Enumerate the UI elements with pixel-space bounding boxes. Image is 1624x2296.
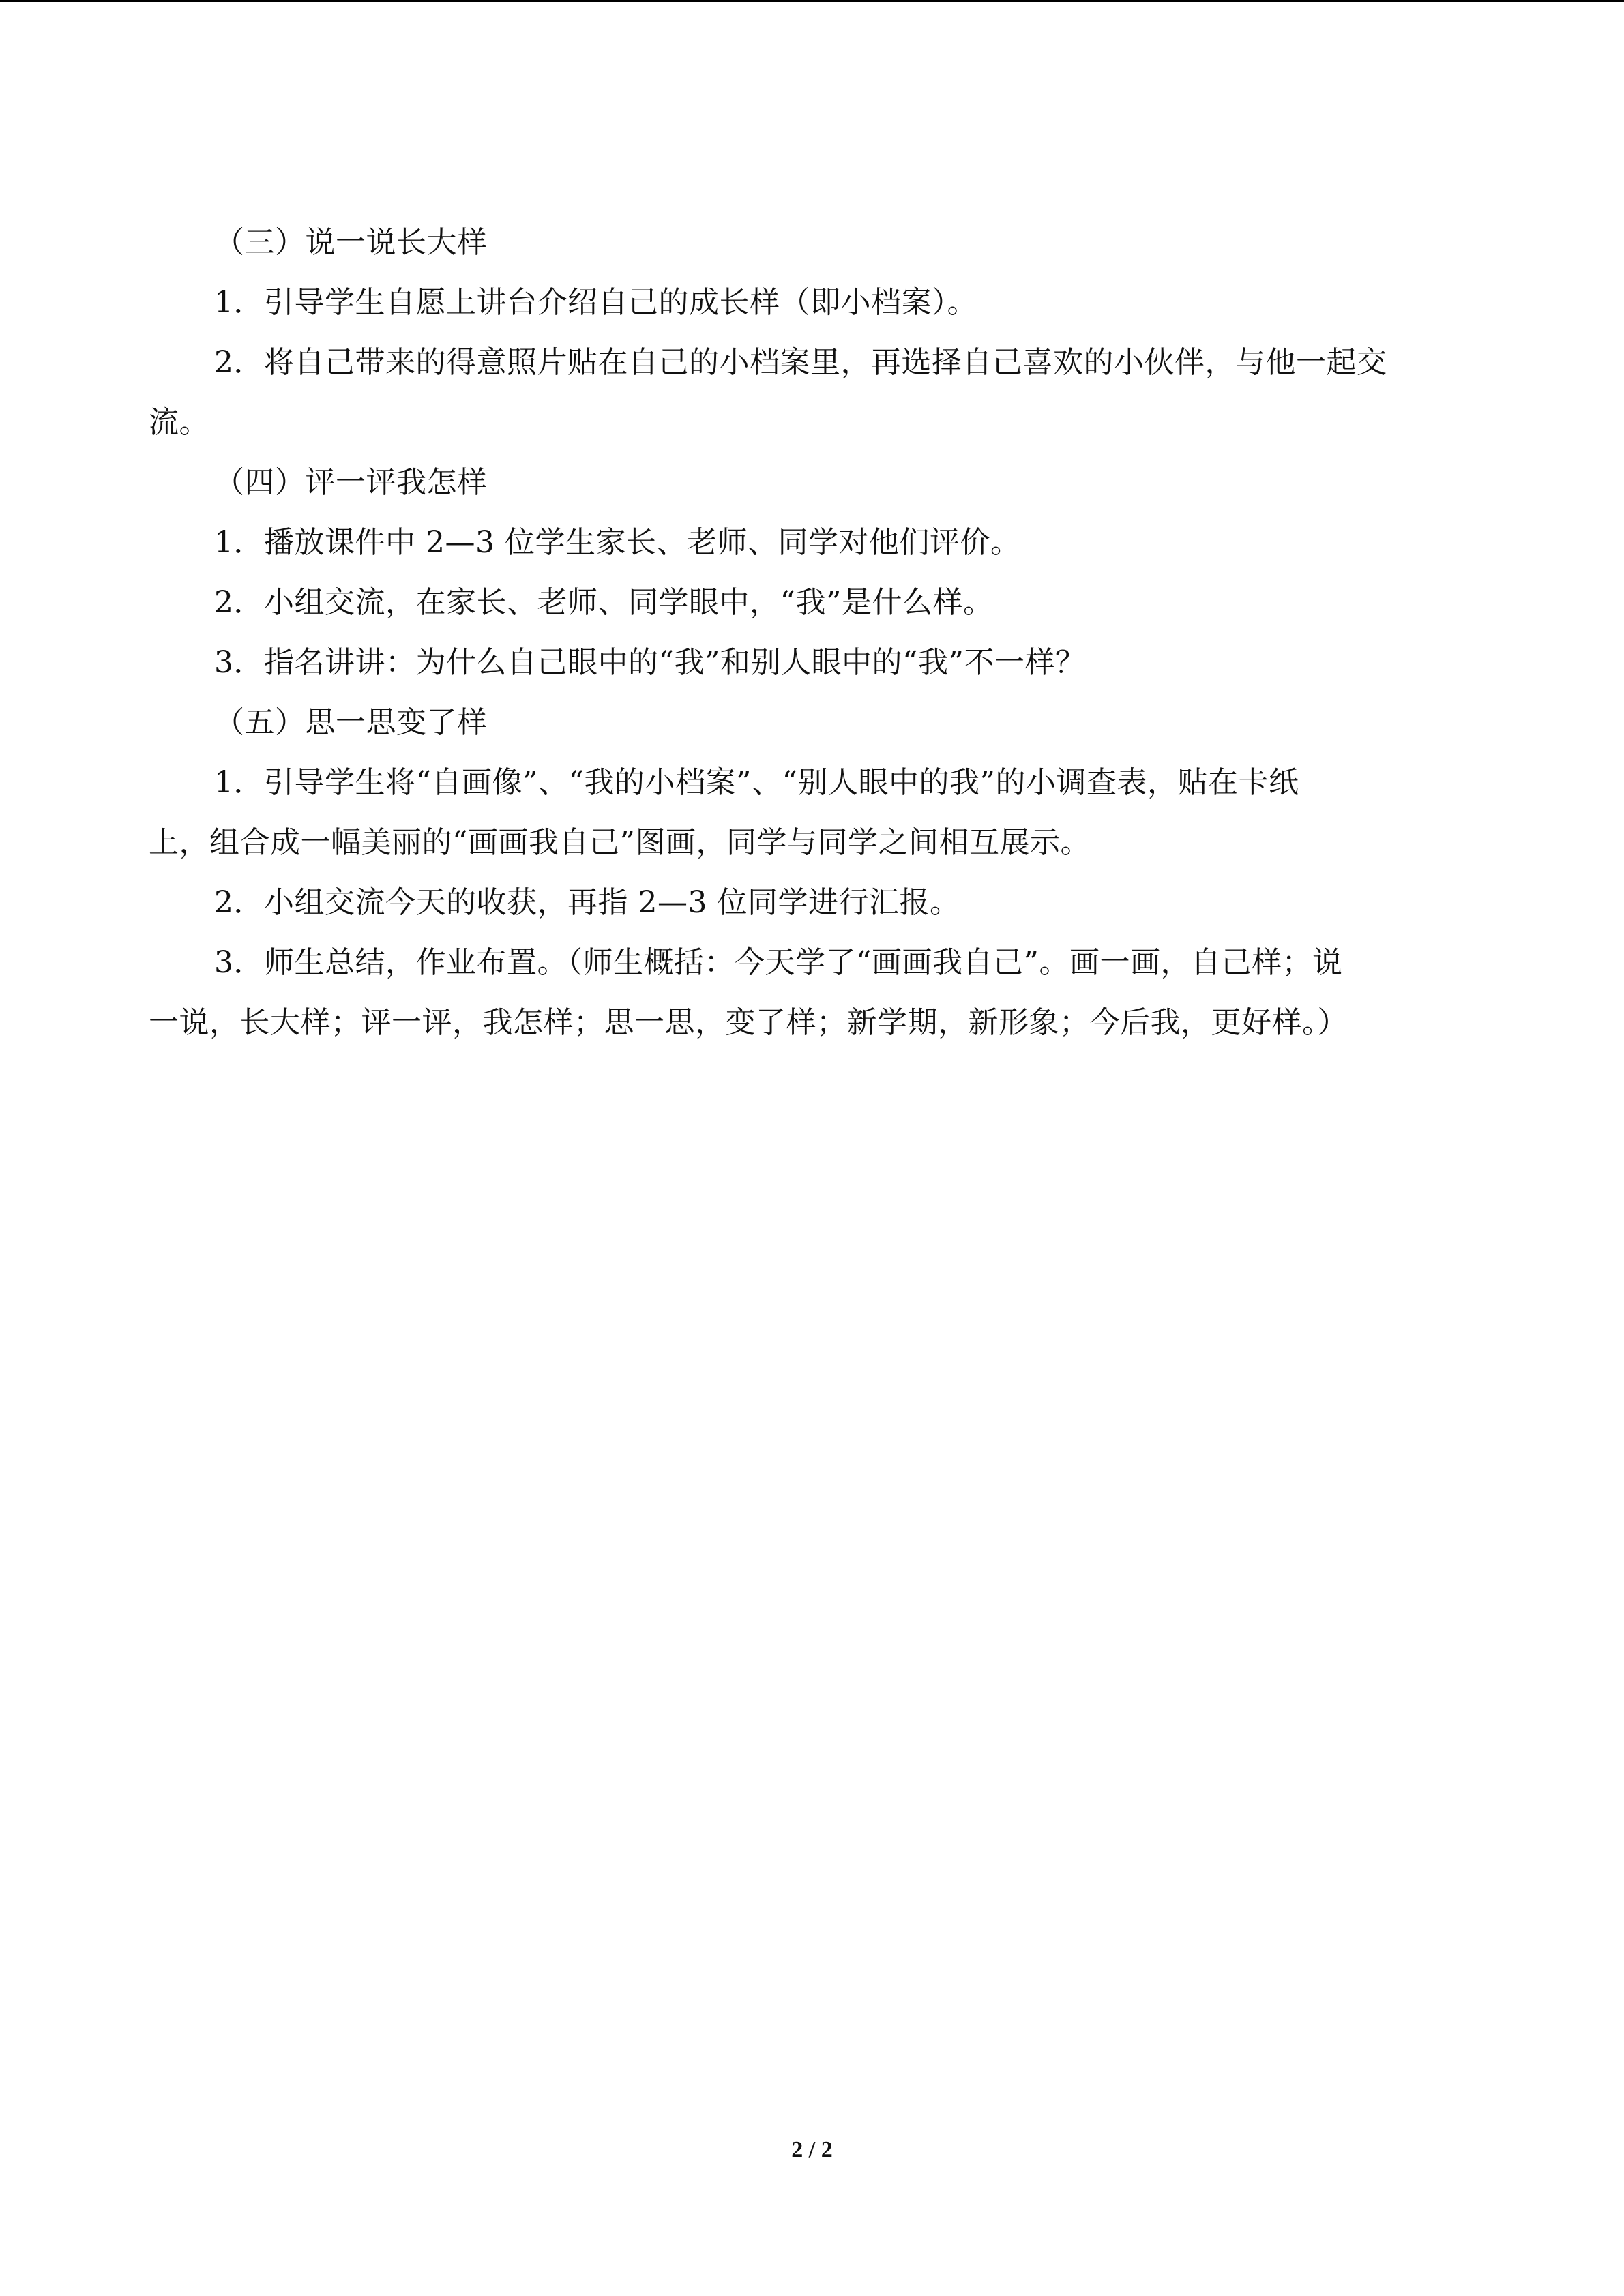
section-heading: （三）说一说长大样 [214, 225, 488, 260]
section-three [149, 213, 1475, 453]
document-body [149, 213, 1475, 1053]
item-line: 2．小组交流今天的收获，再指 2—3 位同学进行汇报。 [214, 885, 960, 920]
list-item [149, 873, 1475, 933]
list-item [149, 753, 1475, 873]
item-line: 1．引导学生将“自画像”、“我的小档案”、“别人眼中的我”的小调查表，贴在卡纸 [214, 765, 1299, 800]
list-item [149, 513, 1475, 573]
item-line: 2．将自己带来的得意照片贴在自己的小档案里，再选择自己喜欢的小伙伴，与他一起交 [214, 345, 1387, 380]
list-item [149, 933, 1475, 1053]
list-item [149, 573, 1475, 633]
section-heading: （四）评一评我怎样 [214, 465, 488, 500]
page-number: 2 / 2 [791, 2137, 833, 2162]
section-heading: （五）思一思变了样 [214, 705, 488, 740]
section-four [149, 453, 1475, 693]
item-line-continued: 一说，长大样；评一评，我怎样；思一思，变了样；新学期，新形象；今后我，更好样。） [149, 1005, 1348, 1040]
item-line: 1．播放课件中 2—3 位学生家长、老师、同学对他们评价。 [214, 525, 1021, 560]
item-line: 3．指名讲讲：为什么自己眼中的“我”和别人眼中的“我”不一样？ [214, 645, 1086, 680]
list-item [149, 633, 1475, 693]
list-item [149, 333, 1475, 453]
item-line-continued: 流。 [149, 405, 209, 440]
page-top-border [0, 0, 1624, 2]
section-five [149, 693, 1475, 1053]
item-line: 2．小组交流，在家长、老师、同学眼中，“我”是什么样。 [214, 585, 994, 620]
item-line: 3．师生总结，作业布置。（师生概括：今天学了“画画我自己”。画一画，自己样；说 [214, 945, 1343, 980]
item-line: 1．引导学生自愿上讲台介绍自己的成长样（即小档案）。 [214, 285, 977, 320]
list-item [149, 273, 1475, 333]
item-line-continued: 上，组合成一幅美丽的“画画我自己”图画，同学与同学之间相互展示。 [149, 825, 1091, 860]
